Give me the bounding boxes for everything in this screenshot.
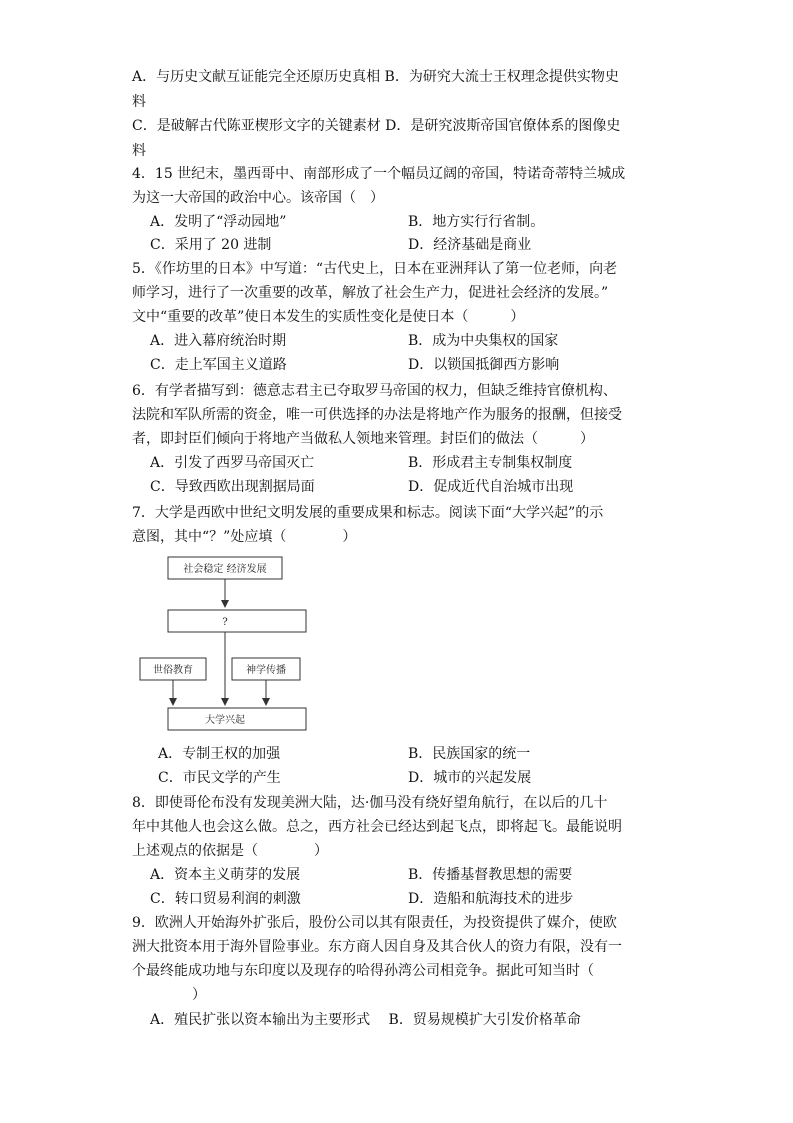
q8-stem-line3: 上述观点的依据是（ ） — [132, 843, 328, 859]
q8-option-a: A．资本主义萌芽的发展 — [150, 867, 301, 883]
left-box-label: 世俗教育 — [153, 665, 193, 676]
q6-option-a: A．引发了西罗马帝国灭亡 — [150, 455, 315, 471]
q8-option-c: C．转口贸易利润的刺激 — [150, 891, 301, 907]
q7-stem-line2: 意图，其中“？”处应填（ ） — [132, 529, 357, 545]
bottom-box-label: 大学兴起 — [205, 715, 245, 726]
q6-option-d: D．促成近代自治城市出现 — [408, 479, 574, 495]
university-rise-diagram — [132, 553, 432, 743]
middle-box — [168, 610, 306, 632]
q9-options-ab: A．殖民扩张以资本输出为主要形式 B．贸易规模扩大引发价格革命 — [150, 1012, 581, 1028]
q5-option-d: D．以锁国抵御西方影响 — [408, 357, 560, 373]
q9-stem-line2: 洲大批资本用于海外冒险事业。东方商人因自身及其合伙人的资力有限，没有一 — [132, 939, 622, 955]
q3-options-ab-cont: 料 — [132, 94, 146, 110]
q4-option-c: C．采用了 20 进制 — [150, 237, 272, 253]
q4-option-a: A．发明了“浮动园地” — [150, 214, 287, 230]
q7-stem-line1: 7．大学是西欧中世纪文明发展的重要成果和标志。阅读下面“大学兴起”的示 — [132, 505, 604, 521]
q5-option-c: C．走上军国主义道路 — [150, 357, 287, 373]
q3-options-ab: A．与历史文献互证能完全还原历史真相 B．为研究大流士王权理念提供实物史 — [132, 69, 619, 85]
q5-stem-line2: 师学习，进行了一次重要的改革，解放了社会生产力，促进社会经济的发展。” — [132, 285, 609, 301]
middle-box-label: ? — [222, 617, 228, 628]
q8-option-d: D．造船和航海技术的进步 — [408, 891, 574, 907]
q7-option-c: C．市民文学的产生 — [158, 770, 281, 786]
q9-stem-line3: 个最终能成功地与东印度以及现存的哈得孙湾公司相竞争。据此可知当时（ — [132, 963, 594, 979]
q6-stem-line2: 法院和军队所需的资金，唯一可供选择的办法是将地产作为服务的报酬，但接受 — [132, 407, 622, 423]
q5-option-b: B．成为中央集权的国家 — [408, 333, 559, 349]
right-box-label: 神学传播 — [246, 665, 286, 676]
q4-stem-line1: 4．15 世纪末，墨西哥中、南部形成了一个幅员辽阔的帝国，特诺奇蒂特兰城成 — [132, 166, 626, 182]
q5-option-a: A．进入幕府统治时期 — [150, 333, 287, 349]
q7-option-a: A．专制王权的加强 — [158, 746, 281, 762]
q4-option-d: D．经济基础是商业 — [408, 237, 532, 253]
q7-option-b: B．民族国家的统一 — [408, 746, 531, 762]
q4-option-b: B．地方实行行省制。 — [408, 214, 545, 230]
q3-options-cd-cont: 料 — [132, 143, 146, 159]
q3-options-cd: C．是破解古代陈亚楔形文字的关键素材 D．是研究波斯帝国官僚体系的图像史 — [132, 118, 621, 134]
q6-option-b: B．形成君主专制集权制度 — [408, 455, 573, 471]
q8-stem-line1: 8．即使哥伦布没有发现美洲大陆，达·伽马没有绕好望角航行，在以后的几十 — [132, 795, 608, 811]
q9-stem-line4: ） — [150, 987, 206, 1003]
q4-stem-line2: 为这一大帝国的政治中心。该帝国（ ） — [132, 190, 384, 206]
q5-stem-line3: 文中“重要的改革”使日本发生的实质性变化是使日本（ ） — [132, 309, 525, 325]
q7-option-d: D．城市的兴起发展 — [408, 770, 532, 786]
q8-stem-line2: 年中其他人也会这么做。总之，西方社会已经达到起飞点，即将起飞。最能说明 — [132, 819, 622, 835]
top-box-label: 社会稳定 经济发展 — [183, 564, 267, 575]
q5-stem-line1: 5．《作坊里的日本》中写道：“古代史上，日本在亚洲拜认了第一位老师，向老 — [132, 261, 618, 277]
q6-option-c: C．导致西欧出现割据局面 — [150, 479, 315, 495]
q9-stem-line1: 9．欧洲人开始海外扩张后，股份公司以其有限责任，为投资提供了媒介，使欧 — [132, 915, 617, 931]
q8-option-b: B．传播基督教思想的需要 — [408, 867, 573, 883]
q6-stem-line1: 6．有学者描写到：德意志君主已夺取罗马帝国的权力，但缺乏维持官僚机构、 — [132, 383, 617, 399]
q6-stem-line3: 者，即封臣们倾向于将地产当做私人领地来管理。封臣们的做法（ ） — [132, 431, 594, 447]
